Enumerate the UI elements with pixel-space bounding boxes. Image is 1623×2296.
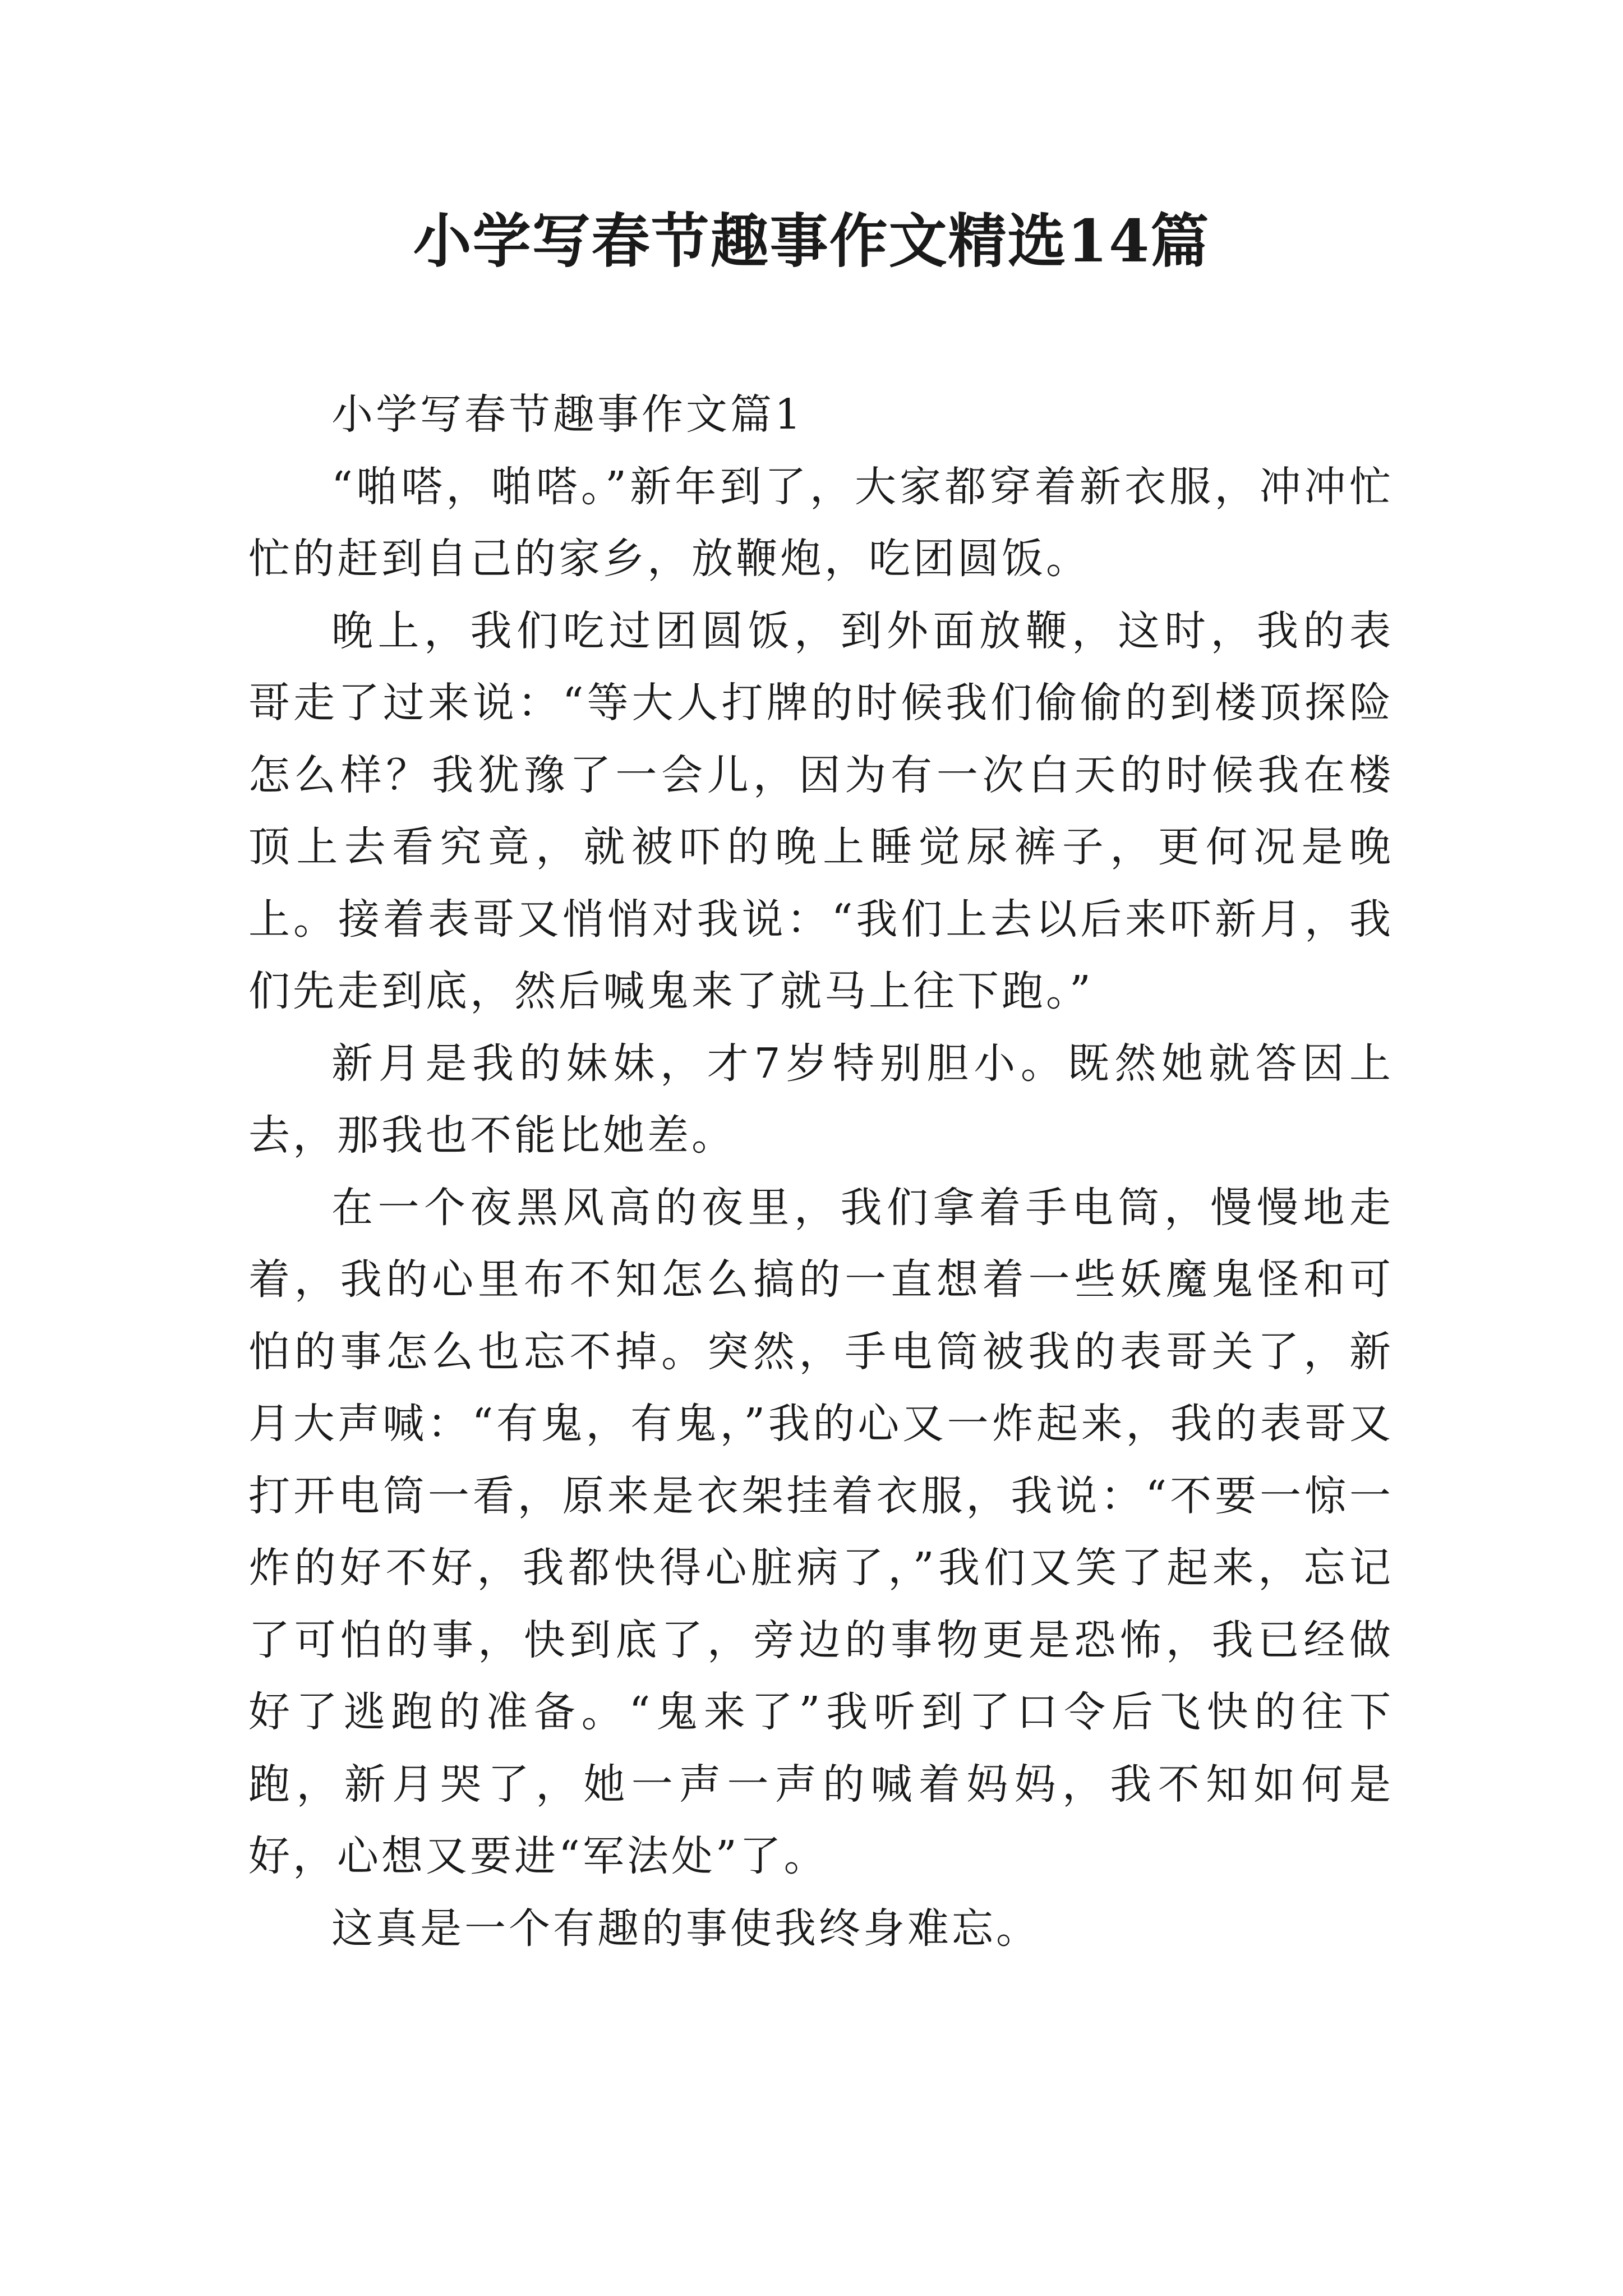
- body-paragraph-4: 在一个夜黑风高的夜里，我们拿着手电筒，慢慢地走着，我的心里布不知怎么搞的一直想着一些妖魔鬼怪和可怕的事怎么也忘不掉。突然，手电筒被我的表哥关了，新月大声喊：“有鬼，有鬼，”我的心又一炸起来，我的表哥又打开电筒一看，原来是衣架挂着衣服，我说：“不要一惊一炸的好不好，我都快得心脏病了，”我们又笑了起来，忘记了可怕的事，快到底了，旁边的事物更是恐怖，我已经做好了逃跑的准备。“鬼来了”我听到了口令后飞快的往下跑，新月哭了，她一声一声的喊着妈妈，我不知如何是好，心想又要进“军法处”了。: [248, 1183, 1394, 1880]
- body-paragraph-5: 这真是一个有趣的事使我终身难忘。: [331, 1904, 1040, 1953]
- document-title: 小学写春节趣事作文精选14篇: [413, 206, 1210, 275]
- body-paragraph-2: 晚上，我们吃过团圆饭，到外面放鞭，这时，我的表哥走了过来说：“等大人打牌的时候我们偷偷的到楼顶探险怎么样？我犹豫了一会儿，因为有一次白天的时候我在楼顶上去看究竟，就被吓的晚上睡觉尿裤子，更何况是晚上。接着表哥又悄悄对我说：“我们上去以后来吓新月，我们先走到底，然后喊鬼来了就马上往下跑。”: [248, 606, 1394, 1015]
- body-paragraph-3: 新月是我的妹妹，才7岁特别胆小。既然她就答因上去，那我也不能比她差。: [248, 1039, 1394, 1159]
- document-body: [248, 379, 1394, 1964]
- section-heading: 小学写春节趣事作文篇1: [331, 390, 804, 439]
- body-paragraph-1: “啪嗒，啪嗒。”新年到了，大家都穿着新衣服，冲冲忙忙的赶到自己的家乡，放鞭炮，吃团圆饭。: [248, 462, 1394, 583]
